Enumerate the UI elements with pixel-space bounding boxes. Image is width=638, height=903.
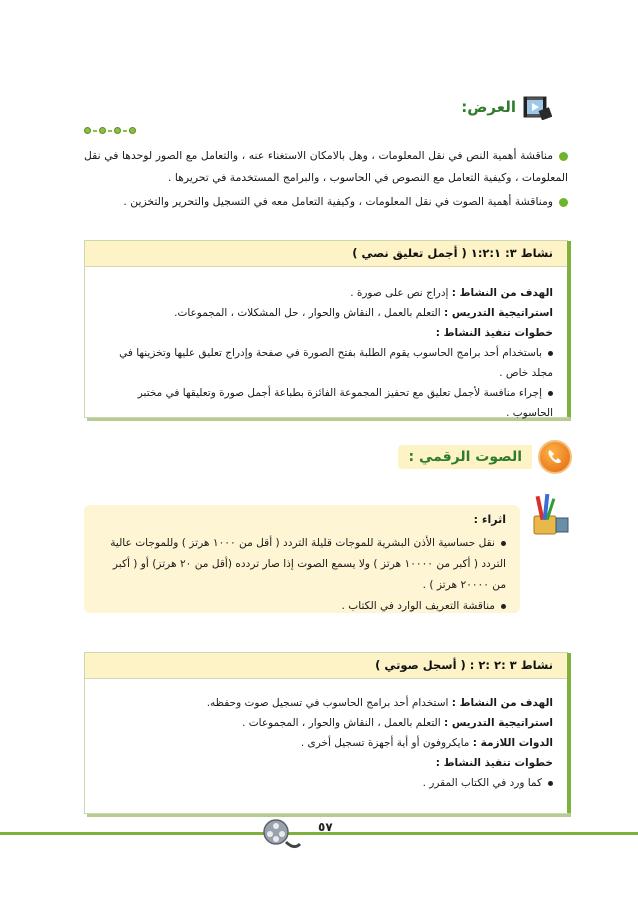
- digital-sound-title: الصوت الرقمي :: [408, 449, 522, 465]
- bullet-icon: [548, 781, 553, 786]
- bullet-icon: [548, 391, 553, 396]
- activity-2-goal: الهدف من النشاط : استخدام أحد برامج الحاسوب في تسجيل صوت وحفظه.: [206, 697, 553, 709]
- enrichment-title: اثراء :: [473, 513, 506, 526]
- activity-1-body: [95, 283, 553, 423]
- film-icon: [522, 94, 552, 120]
- activity-1-step: باستخدام أحد برامج الحاسوب يقوم الطلبة بفتح الصورة في صفحة وإدراج تعليق عليها وتخزينها في مجلد خاص .: [119, 347, 553, 379]
- display-bullet: ومناقشة أهمية الصوت في نقل المعلومات ، وكيفية التعامل معه في التسجيل والتحرير والتخزين .: [84, 191, 568, 213]
- activity-2-tools: الدوات اللازمة : مايكروفون أو أية أجهزة تسجيل أخرى .: [300, 737, 553, 749]
- phone-icon: [538, 440, 572, 474]
- activity-2-strategy: استراتيجية التدريس : التعلم بالعمل ، النقاش والحوار ، المجموعات .: [242, 717, 553, 729]
- page-number: ٥٧: [318, 820, 333, 834]
- art-tools-icon: [528, 492, 572, 542]
- activity-2-title: نشاط ٣ :٢ :٢ : ( أسجل صوتي ): [375, 658, 553, 672]
- enrichment-bullet: نقل حساسية الأذن البشرية للموجات قليلة التردد ( أقل من ١٠٠٠ هرتز ) وللموجات عالية التردد ( أكبر من ١٠٠٠٠ هرتز ) ولا يسمع الصوت إذا صار تردده (أقل من ٢٠ هرتز) أو ( أكبر من ٢٠٠٠٠ هرتز ) .: [110, 537, 506, 591]
- activity-1-title: نشاط ٣: ١:٢:١ ( أجمل تعليق نصي ): [352, 246, 553, 260]
- display-section-heading: [461, 94, 552, 120]
- bullet-icon: [559, 152, 568, 161]
- digital-sound-heading: [398, 440, 572, 474]
- activity-1-goal: الهدف من النشاط : إدراج نص على صورة .: [350, 287, 553, 299]
- enrichment-box: [84, 505, 520, 613]
- bullet-icon: [559, 198, 568, 207]
- activity-1-header: [85, 241, 567, 267]
- decorative-dots: [84, 127, 136, 134]
- activity-2-steps-label: خطوات تنفيذ النشاط :: [435, 757, 553, 769]
- film-reel-icon: [262, 816, 302, 856]
- display-bullet: مناقشة أهمية النص في نقل المعلومات ، وهل بالامكان الاستغناء عنه ، والتعامل مع الصور لوحدها في نقل المعلومات ، وكيفية التعامل مع النصوص في الحاسوب ، والبرامج المستخدمة في تحريرها .: [84, 149, 568, 184]
- activity-1-steps-label: خطوات تنفيذ النشاط :: [435, 327, 553, 339]
- bullet-icon: [501, 604, 506, 609]
- activity-1-step: إجراء منافسة لأجمل تعليق مع تحفيز المجموعة الفائزة بطباعة أجمل صورة وتعليقها في مختبر الحاسوب .: [137, 387, 553, 419]
- display-bullets: [84, 145, 568, 213]
- bullet-icon: [501, 541, 506, 546]
- activity-1-box: [84, 240, 568, 418]
- activity-1-strategy: استراتيجية التدريس : التعلم بالعمل ، النقاش والحوار ، حل المشكلات ، المجموعات.: [174, 307, 553, 319]
- activity-2-body: [95, 693, 553, 793]
- bullet-icon: [548, 351, 553, 356]
- activity-2-header: [85, 653, 567, 679]
- digital-sound-title-bar: [398, 445, 532, 469]
- enrichment-bullet: مناقشة التعريف الوارد في الكتاب .: [98, 596, 506, 617]
- display-section-title: العرض:: [461, 98, 516, 116]
- enrichment-body: [98, 533, 506, 617]
- activity-2-box: [84, 652, 568, 814]
- activity-2-step: كما ورد في الكتاب المقرر .: [95, 773, 553, 793]
